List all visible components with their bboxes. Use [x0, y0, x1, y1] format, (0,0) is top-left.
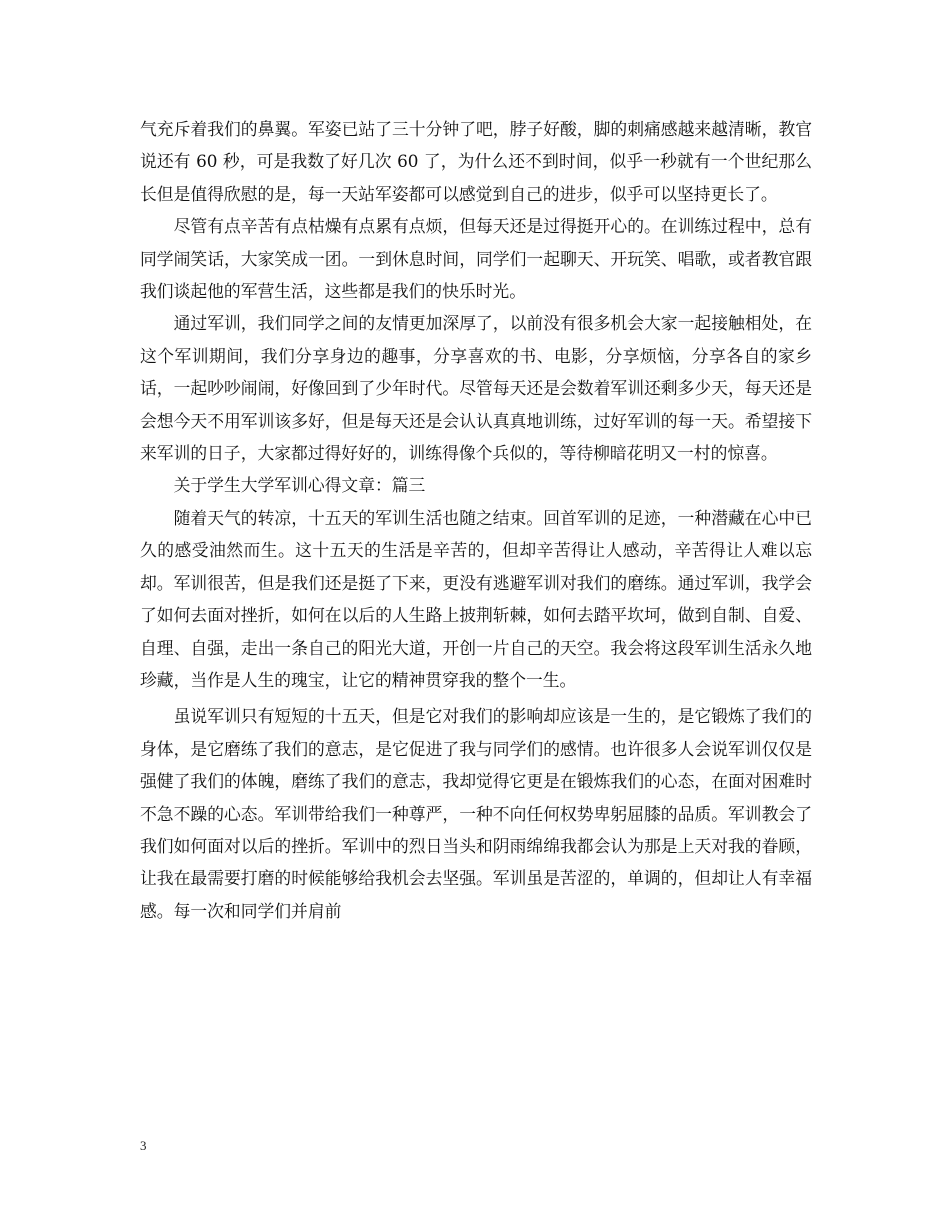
section-heading: 关于学生大学军训心得文章：篇三	[173, 475, 426, 496]
paragraph-continued: 气充斥着我们的鼻翼。军姿已站了三十分钟了吧，脖子好酸，脚的刺痛感越来越清晰，教官说还有 60 秒，可是我数了好几次 60 了，为什么还不到时间，似乎一秒就有一个世纪那么长但是值得欣慰的是，每一天站军姿都可以感觉到自己的进步，似乎可以坚持更长了。	[140, 119, 812, 204]
page-number: 3	[140, 1138, 147, 1153]
paragraph-training-impact: 虽说军训只有短短的十五天，但是它对我们的影响却应该是一生的，是它锻炼了我们的身体，是它磨练了我们的意志，是它促进了我与同学们的感情。也许很多人会说军训仅仅是强健了我们的体魄，磨练了我们的意志，我却觉得它更是在锻炼我们的心态，在面对困难时不急不躁的心态。军训带给我们一种尊严，一种不向任何权势卑躬屈膝的品质。军训教会了我们如何面对以后的挫折。军训中的烈日当头和阴雨绵绵我都会认为那是上天对我的眷顾，让我在最需要打磨的时候能够给我机会去坚强。军训虽是苦涩的，单调的，但却让人有幸福感。每一次和同学们并肩前	[140, 706, 812, 921]
document-body	[140, 113, 812, 927]
paragraph-friendship: 通过军训，我们同学之间的友情更加深厚了，以前没有很多机会大家一起接触相处，在这个军训期间，我们分享身边的趣事，分享喜欢的书、电影，分享烦恼，分享各自的家乡话，一起吵吵闹闹，好像回到了少年时代。尽管每天还是会数着军训还剩多少天，每天还是会想今天不用军训该多好，但是每天还是会认认真真地训练，过好军训的每一天。希望接下来军训的日子，大家都过得好好的，训练得像个兵似的，等待柳暗花明又一村的惊喜。	[140, 313, 812, 464]
paragraph-daily-fun: 尽管有点辛苦有点枯燥有点累有点烦，但每天还是过得挺开心的。在训练过程中，总有同学闹笑话，大家笑成一团。一到休息时间，同学们一起聊天、开玩笑、唱歌，或者教官跟我们谈起他的军营生活，这些都是我们的快乐时光。	[140, 216, 812, 302]
paragraph-training-end: 随着天气的转凉，十五天的军训生活也随之结束。回首军训的足迹，一种潜藏在心中已久的感受油然而生。这十五天的生活是辛苦的，但却辛苦得让人感动，辛苦得让人难以忘却。军训很苦，但是我们还是挺了下来，更没有逃避军训对我们的磨练。通过军训，我学会了如何去面对挫折，如何在以后的人生路上披荆斩棘，如何去踏平坎坷，做到自制、自爱、自理、自强，走出一条自己的阳光大道，开创一片自己的天空。我会将这段军训生活永久地珍藏，当作是人生的瑰宝，让它的精神贯穿我的整个一生。	[140, 507, 812, 690]
